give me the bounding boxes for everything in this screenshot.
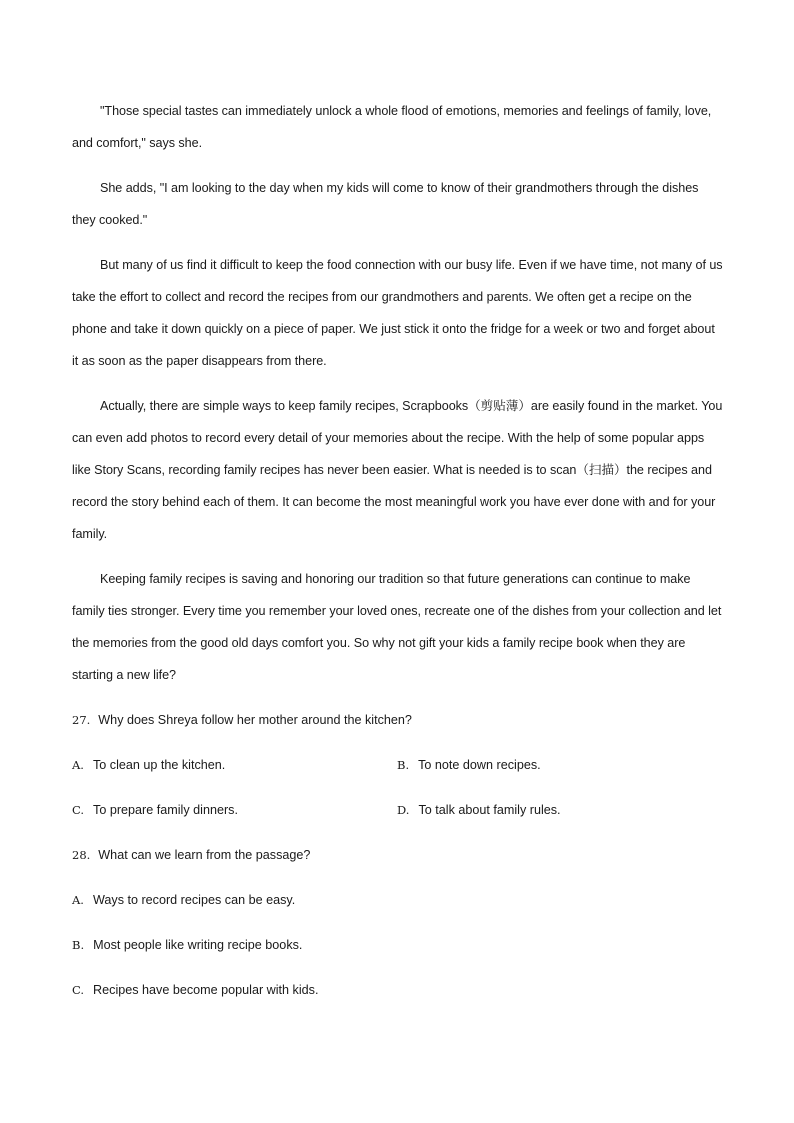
option-text: To talk about family rules.	[418, 803, 561, 817]
passage-paragraph-2: She adds, "I am looking to the day when my kids will come to know of their grandmothers through the dishes they cooked."	[72, 181, 699, 227]
option-27-b	[397, 749, 722, 781]
option-text: To clean up the kitchen.	[92, 758, 226, 772]
option-letter: D.	[397, 803, 410, 817]
option-text: Ways to record recipes can be easy.	[92, 893, 296, 907]
option-letter: B.	[397, 758, 410, 772]
option-text: Recipes have become popular with kids.	[93, 983, 319, 997]
option-27-c	[72, 794, 397, 826]
option-letter: A.	[72, 893, 84, 907]
option-letter: A.	[72, 758, 84, 772]
passage-paragraph-4: Actually, there are simple ways to keep family recipes, Scrapbooks（剪贴薄）are easily found in the market. You can even add photos to record every detail of your memories about the recipe. With the help of some popular apps like Story Scans, recording family recipes has never been easier. What is needed is to scan（扫描）the recipes and record the story behind each of them. It can become the most meaningful work you have ever done with and for your family.	[72, 399, 723, 541]
option-28-a	[72, 884, 724, 916]
question-28	[72, 839, 724, 871]
option-27-a	[72, 749, 397, 781]
document-page	[72, 95, 724, 1019]
option-letter: C.	[72, 803, 85, 817]
passage-paragraph-5: Keeping family recipes is saving and honoring our tradition so that future generations can continue to make family ties stronger. Every time you remember your loved ones, recreate one of the dishes from your collection and let the memories from the good old days comfort you. So why not gift your kids a family recipe book when they are starting a new life?	[72, 572, 722, 682]
option-27-d	[397, 794, 722, 826]
option-row	[72, 794, 724, 826]
question-text: Why does Shreya follow her mother around the kitchen?	[98, 713, 412, 727]
question-number: 28.	[72, 848, 91, 862]
question-number: 27.	[72, 713, 91, 727]
option-text: To note down recipes.	[418, 758, 541, 772]
option-letter: B.	[72, 938, 85, 952]
option-row	[72, 749, 724, 781]
passage-paragraph-1: "Those special tastes can immediately unlock a whole flood of emotions, memories and feelings of family, love, and comfort," says she.	[72, 104, 712, 150]
option-28-c	[72, 974, 724, 1006]
option-text: Most people like writing recipe books.	[93, 938, 303, 952]
option-text: To prepare family dinners.	[93, 803, 238, 817]
question-27	[72, 704, 724, 736]
passage-paragraph-3: But many of us find it difficult to keep the food connection with our busy life. Even if we have time, not many of us take the effort to collect and record the recipes from our grandmothers and parents. We often get a recipe on the phone and take it down quickly on a piece of paper. We just stick it onto the fridge for a week or two and forget about it as soon as the paper disappears from there.	[72, 258, 723, 368]
option-28-b	[72, 929, 724, 961]
option-letter: C.	[72, 983, 85, 997]
question-text: What can we learn from the passage?	[98, 848, 311, 862]
